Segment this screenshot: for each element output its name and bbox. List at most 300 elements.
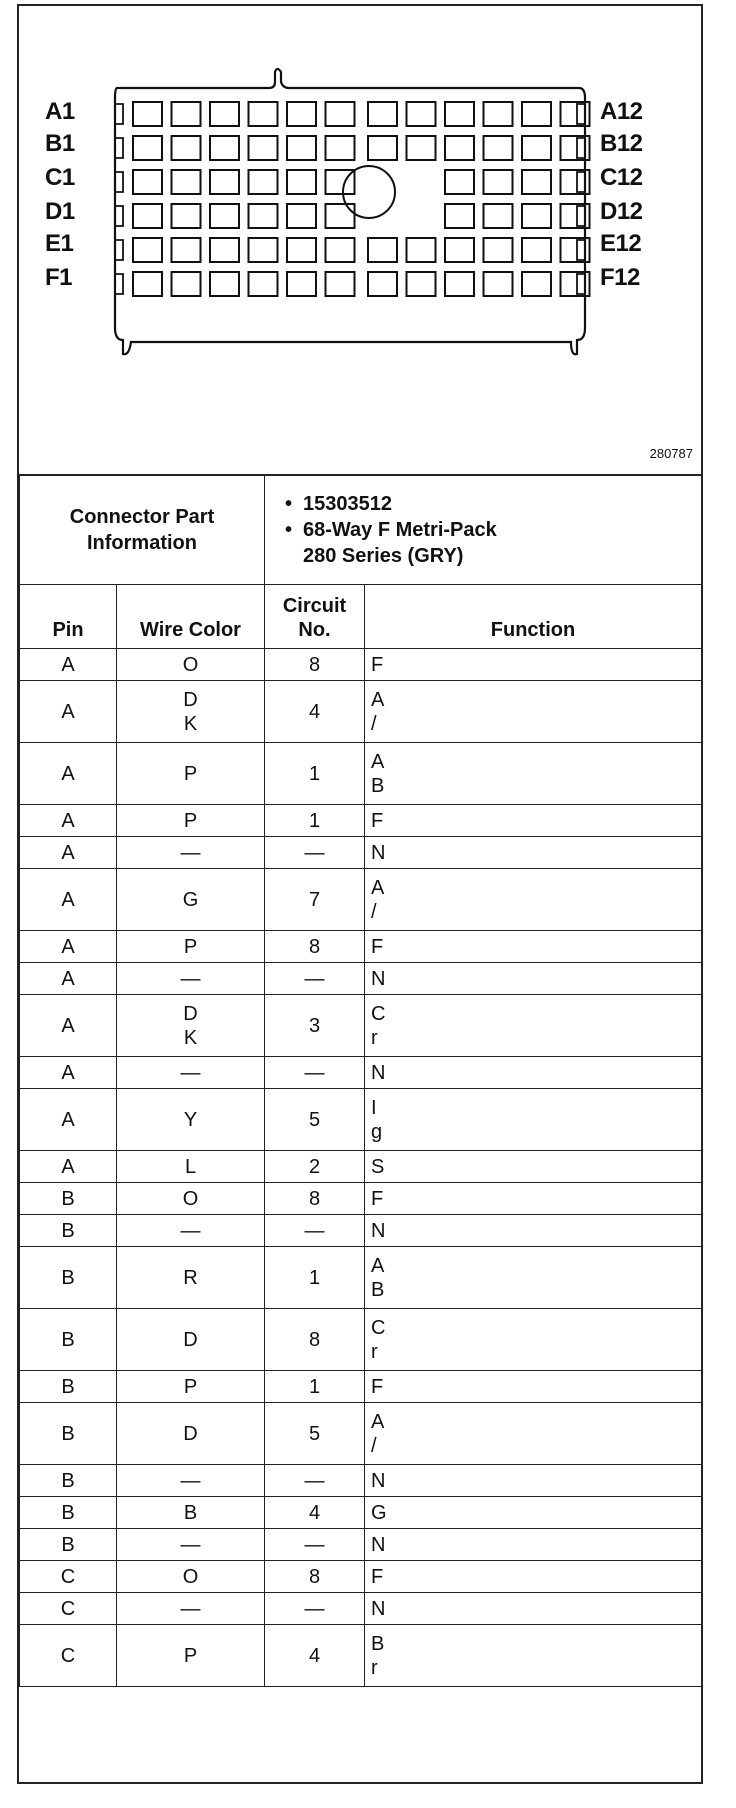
connector-housing-outline [115,69,585,354]
function-cell-text: B [371,1278,385,1301]
pin-cavity [172,136,201,160]
pin-cavity [368,136,397,160]
connector-info-label [20,475,265,585]
function-cell-text: B [371,774,385,797]
header-pin: Pin [20,585,117,649]
circuit-cell-text: 1 [308,762,321,785]
pin-cell [20,1057,117,1089]
pin-cell-text: C [60,1565,76,1588]
function-cell-text: A [371,750,385,773]
row-notch-right [577,206,585,226]
pin-cell-text: C [60,1644,76,1667]
pin-cell-text: B [61,1328,75,1351]
row-notch-right [577,240,585,260]
pin-cavity [326,238,355,262]
circuit-cell-text: — [304,1469,325,1492]
pin-cavity [484,238,513,262]
table-row [20,1247,702,1309]
table-row [20,1215,702,1247]
wire-color-cell [117,649,265,681]
pin-cavity [287,170,316,194]
wire-color-cell-text: R [183,1266,198,1289]
pin-cell-text: A [61,700,75,723]
function-cell [365,837,702,869]
pin-cavity [133,170,162,194]
function-cell-text: r [371,1026,378,1049]
circuit-cell-text: 5 [308,1108,321,1131]
pin-cavity [172,170,201,194]
circuit-cell [265,1183,365,1215]
function-cell [365,1371,702,1403]
pin-cavity [287,136,316,160]
circuit-cell [265,995,365,1057]
row-notch-left [115,274,123,294]
circuit-cell [265,649,365,681]
function-cell-text: G [371,1501,387,1524]
row-label-right: B12 [600,130,643,157]
circuit-cell-text: 1 [308,809,321,832]
table-row [20,1403,702,1465]
circuit-cell-text: — [304,1061,325,1084]
pin-cavity [210,170,239,194]
pin-cavity [445,238,474,262]
pin-cavity [249,238,278,262]
function-cell [365,1151,702,1183]
row-label-left: B1 [45,130,75,157]
circuit-cell-text: — [304,1533,325,1556]
connector-info-label-line1: Connector Part [69,505,215,528]
header-circuit-line2: No. [298,619,331,641]
pin-cell-text: A [61,888,75,911]
wire-color-cell-text: — [180,1219,201,1242]
pin-cavity [133,136,162,160]
connector-info-row [20,475,702,585]
function-cell [365,995,702,1057]
circuit-cell-text: 8 [308,935,321,958]
circuit-cell-text: 1 [308,1375,321,1398]
pin-cell [20,681,117,743]
pin-cavity [172,272,201,296]
row-notch-left [115,104,123,124]
pin-cell-text: A [61,841,75,864]
row-notch-left [115,172,123,192]
center-key-circle [343,166,395,218]
function-cell [365,963,702,995]
wire-color-cell-text: P [183,809,198,832]
circuit-cell [265,1593,365,1625]
function-cell-text: S [371,1155,385,1178]
pin-cavity [210,238,239,262]
pin-cell-text: B [61,1422,75,1445]
circuit-cell-text: 7 [308,888,321,911]
wire-color-cell [117,681,265,743]
table-header-row [20,585,702,649]
table-row [20,1309,702,1371]
pin-cavity [522,272,551,296]
pin-cavity [287,238,316,262]
pin-cell [20,1183,117,1215]
table-row [20,1529,702,1561]
wire-color-cell-text: G [182,888,199,911]
function-cell [365,1403,702,1465]
pin-cell-text: A [61,935,75,958]
pin-cavity [368,238,397,262]
function-cell-text: A [371,876,385,899]
wire-color-cell-text: P [183,1644,198,1667]
circuit-cell-text: — [304,1597,325,1620]
pin-cavity [326,272,355,296]
pin-cell [20,1403,117,1465]
circuit-cell [265,1529,365,1561]
wire-color-cell [117,1371,265,1403]
pin-cavity [484,170,513,194]
table-row [20,1183,702,1215]
circuit-cell-text: 2 [308,1155,321,1178]
wire-color-cell [117,1089,265,1151]
row-notch-right [577,104,585,124]
circuit-cell-text: 8 [308,1565,321,1588]
row-notch-left [115,240,123,260]
pin-cell-text: A [61,809,75,832]
circuit-cell-text: 1 [308,1266,321,1289]
circuit-cell [265,1151,365,1183]
circuit-cell-text: — [304,967,325,990]
figure-id: 280787 [649,446,693,461]
pin-cell-text: B [61,1187,75,1210]
row-label-right: E12 [600,230,642,257]
pin-cavity [326,102,355,126]
wire-color-cell-text: — [180,1533,201,1556]
pin-cavity [249,136,278,160]
header-circuit-line1: Circuit [282,595,347,617]
table-row [20,931,702,963]
function-cell-text: A [371,1254,385,1277]
wire-color-cell [117,1309,265,1371]
pin-cell-text: B [61,1375,75,1398]
function-cell-text: g [371,1120,383,1143]
pin-cavity [249,102,278,126]
function-cell [365,931,702,963]
wire-color-cell [117,1465,265,1497]
circuit-cell-text: 5 [308,1422,321,1445]
connector-page [17,4,703,1784]
wire-color-cell-text: O [182,1565,199,1588]
pin-cavity [484,136,513,160]
pin-cavity [133,238,162,262]
function-cell-text: A [371,688,385,711]
wire-color-cell [117,1151,265,1183]
pin-cavity [287,102,316,126]
pin-cavity [445,272,474,296]
function-cell [365,743,702,805]
circuit-cell-text: 4 [308,700,321,723]
pin-cavity [368,102,397,126]
function-cell-text: N [371,1533,386,1556]
wire-color-cell-text: O [182,1187,199,1210]
function-cell-text: N [371,1219,386,1242]
pin-cell-text: B [61,1266,75,1289]
row-label-right: D12 [600,198,643,225]
pin-cell-text: A [61,653,75,676]
row-label-left: D1 [45,198,75,225]
pin-cell [20,649,117,681]
wire-color-cell-text: Y [183,1108,198,1131]
table-row [20,743,702,805]
wire-color-cell-text: — [180,1469,201,1492]
pin-cavity [133,204,162,228]
pin-cell [20,1371,117,1403]
pin-cavity [210,204,239,228]
table-row [20,1057,702,1089]
pin-cell-text: A [61,762,75,785]
pin-cavity [210,272,239,296]
function-cell-text: C [371,1316,386,1339]
function-cell-text: / [371,712,377,735]
pin-cavity [407,238,436,262]
circuit-cell-text: 4 [308,1501,321,1524]
wire-color-cell-text: D [183,1328,198,1351]
function-cell-text: I [371,1096,377,1119]
wire-color-cell-text: O [182,653,199,676]
table-row [20,1561,702,1593]
table-row [20,1151,702,1183]
function-cell-text: N [371,1469,386,1492]
circuit-cell [265,805,365,837]
wire-color-cell [117,1497,265,1529]
wire-color-cell [117,1593,265,1625]
circuit-cell [265,963,365,995]
row-label-left: A1 [45,98,75,125]
circuit-cell-text: — [304,1219,325,1242]
wire-color-cell-text: K [183,1026,198,1049]
row-label-left: C1 [45,164,75,191]
pin-cell [20,1625,117,1687]
pin-cell [20,1215,117,1247]
wire-color-cell [117,1625,265,1687]
table-row [20,1371,702,1403]
function-cell-text: F [371,653,384,676]
pin-cavity [368,272,397,296]
circuit-cell [265,1057,365,1089]
wire-color-cell [117,743,265,805]
pin-cell-text: A [61,1061,75,1084]
row-notch-right [577,172,585,192]
wire-color-cell [117,963,265,995]
function-cell-text: / [371,1434,377,1457]
pin-cell [20,1529,117,1561]
pin-cavity [522,170,551,194]
function-cell [365,681,702,743]
wire-color-cell-text: P [183,1375,198,1398]
wire-color-cell-text: P [183,935,198,958]
table-row [20,837,702,869]
wire-color-cell [117,995,265,1057]
pin-cell [20,1593,117,1625]
pin-cavity [522,102,551,126]
row-label-right: A12 [600,98,643,125]
wire-color-cell-text: D [183,688,198,711]
table-row [20,805,702,837]
pin-cell [20,869,117,931]
function-cell-text: A [371,1410,385,1433]
circuit-cell-text: 3 [308,1014,321,1037]
function-cell [365,649,702,681]
wire-color-cell-text: D [183,1422,198,1445]
wire-color-cell [117,1561,265,1593]
pin-cell-text: A [61,1108,75,1131]
header-function: Function [365,585,702,649]
circuit-cell [265,1465,365,1497]
circuit-cell [265,1247,365,1309]
pin-cell [20,1309,117,1371]
part-number: • 15303512 [303,491,695,517]
circuit-cell [265,743,365,805]
circuit-cell-text: 4 [308,1644,321,1667]
pin-cavity [287,272,316,296]
pin-cell-text: B [61,1501,75,1524]
pin-cell [20,963,117,995]
header-wire-color: Wire Color [117,585,265,649]
wire-color-cell-text: B [183,1501,198,1524]
pin-cavity [407,136,436,160]
row-label-right: C12 [600,164,643,191]
wire-color-cell [117,931,265,963]
function-cell-text: r [371,1340,378,1363]
pin-cavity [407,272,436,296]
circuit-cell [265,1215,365,1247]
pin-cavity [445,170,474,194]
pin-cell-text: B [61,1219,75,1242]
pin-cell [20,1465,117,1497]
function-cell-text: F [371,1187,384,1210]
pin-cavity [326,204,355,228]
connector-description-line2: 280 Series (GRY) [303,544,464,567]
pin-cavity [522,204,551,228]
circuit-cell [265,837,365,869]
circuit-cell-text: 8 [308,653,321,676]
wire-color-cell [117,1403,265,1465]
function-cell [365,1465,702,1497]
table-row [20,995,702,1057]
wire-color-cell-text: P [183,762,198,785]
pin-cell [20,837,117,869]
row-label-left: E1 [45,230,74,257]
function-cell-text: r [371,1656,378,1679]
wire-color-cell-text: K [183,712,198,735]
pin-cavity [133,272,162,296]
circuit-cell [265,1371,365,1403]
circuit-cell [265,1625,365,1687]
pin-cell [20,743,117,805]
pin-cavity [287,204,316,228]
wire-color-cell-text: — [180,1061,201,1084]
circuit-cell-text: — [304,841,325,864]
table-row [20,1497,702,1529]
pin-cell [20,805,117,837]
wire-color-cell-text: — [180,1597,201,1620]
table-row [20,1089,702,1151]
table-row [20,681,702,743]
pin-cell-text: B [61,1469,75,1492]
wire-color-cell [117,869,265,931]
connector-info-values [265,475,702,585]
pin-cavity [522,136,551,160]
function-cell-text: / [371,900,377,923]
pin-cavity [445,136,474,160]
pin-cavity [484,272,513,296]
row-label-right: F12 [600,264,640,291]
pin-cavity [133,102,162,126]
table-row [20,869,702,931]
function-cell [365,1529,702,1561]
pin-cavity [445,204,474,228]
function-cell-text: F [371,1375,384,1398]
function-cell [365,1057,702,1089]
pin-cavity [484,204,513,228]
function-cell-text: F [371,935,384,958]
row-notch-left [115,138,123,158]
row-label-left: F1 [45,264,73,291]
circuit-cell [265,1089,365,1151]
row-notch-left [115,206,123,226]
pin-cavity [522,238,551,262]
function-cell-text: N [371,1597,386,1620]
function-cell [365,1183,702,1215]
function-cell [365,1309,702,1371]
wire-color-cell-text: D [183,1002,198,1025]
table-row [20,1593,702,1625]
function-cell-text: N [371,967,386,990]
wire-color-cell-text: L [184,1155,197,1178]
pin-cell-text: B [61,1533,75,1556]
row-notch-right [577,274,585,294]
pin-cavity [172,238,201,262]
function-cell [365,869,702,931]
wire-color-cell [117,1247,265,1309]
function-cell [365,1497,702,1529]
row-notch-right [577,138,585,158]
table-row [20,649,702,681]
pin-cavity [445,102,474,126]
function-cell [365,1089,702,1151]
circuit-cell [265,681,365,743]
pin-cavity [484,102,513,126]
pin-cavity [210,136,239,160]
pin-cell [20,931,117,963]
function-cell [365,1215,702,1247]
wire-color-cell [117,805,265,837]
circuit-cell [265,931,365,963]
pin-cell-text: C [60,1597,76,1620]
pin-cavity [172,102,201,126]
table-row [20,963,702,995]
wire-color-cell-text: — [180,841,201,864]
circuit-cell-text: 8 [308,1328,321,1351]
function-cell [365,1561,702,1593]
function-cell [365,1625,702,1687]
function-cell-text: N [371,1061,386,1084]
function-cell-text: F [371,809,384,832]
connector-info-label-line2: Information [87,531,197,554]
pin-cell [20,1247,117,1309]
connector-face-drawing [19,6,701,474]
table-row [20,1465,702,1497]
circuit-cell [265,1561,365,1593]
header-circuit [265,585,365,649]
wire-color-cell [117,1215,265,1247]
wire-color-cell-text: — [180,967,201,990]
pin-cell [20,1561,117,1593]
